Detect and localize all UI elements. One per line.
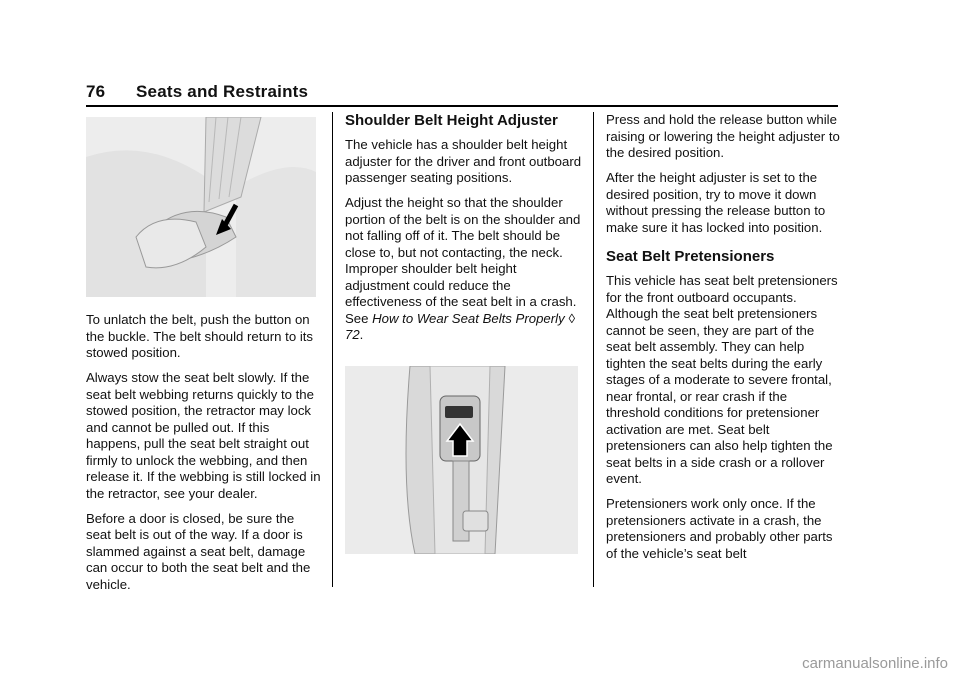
unlatch-paragraph: To unlatch the belt, push the button on the buckle. The belt should return to its stowed position. xyxy=(86,312,314,360)
column-divider-1 xyxy=(332,112,333,587)
page-number: 76 xyxy=(86,82,106,101)
pretensioners-paragraph: This vehicle has seat belt pretensioners for the front outboard occupants. Although the seat belt pretensioners cannot be seen, they are part of the seat belt assembly. They can help tighten the seat belts during the early stages of a moderate to severe frontal, near frontal, or rear crash if the threshold conditions for pretensioner activation are met. Seat belt pretensioners can also help tighten the seat belts in a side crash or a rollover event. xyxy=(606,273,838,486)
header-rule xyxy=(86,105,838,107)
buckle-release-illustration xyxy=(86,117,316,297)
cross-reference-page: 72 xyxy=(345,327,360,342)
adjust-height-text: Adjust the height so that the shoulder portion of the belt is on the shoulder and not falling off of it. The belt should be close to, but not contacting, the neck. Improper shoulder belt height adjustment could reduce the effectiveness of the seat belt in a crash. See xyxy=(345,195,581,326)
cross-reference-title: How to Wear Seat Belts Properly xyxy=(372,310,565,326)
pretensioners-heading: Seat Belt Pretensioners xyxy=(606,248,775,265)
release-button-paragraph: Press and hold the release button while raising or lowering the height adjuster to the desired position. xyxy=(606,112,840,160)
height-adjuster-heading: Shoulder Belt Height Adjuster xyxy=(345,112,558,129)
section-title: Seats and Restraints xyxy=(136,82,309,101)
adjuster-intro-paragraph: The vehicle has a shoulder belt height adjuster for the driver and front outboard passenger seating positions. xyxy=(345,137,582,185)
lock-check-paragraph: After the height adjuster is set to the desired position, try to move it down without pressing the release button to make sure it has locked into position. xyxy=(606,170,826,235)
door-paragraph: Before a door is closed, be sure the seat belt is out of the way. If a door is slammed against a seat belt, damage can occur to both the seat belt and the vehicle. xyxy=(86,510,311,592)
adjust-height-paragraph xyxy=(345,195,583,344)
page-ref-symbol: ◊ xyxy=(568,310,575,326)
column-2 xyxy=(345,112,583,554)
cross-reference-link[interactable] xyxy=(345,311,575,343)
sentence-end: . xyxy=(359,327,364,342)
page-header xyxy=(86,82,838,102)
column-3 xyxy=(606,112,841,571)
stow-paragraph: Always stow the seat belt slowly. If the seat belt webbing returns quickly to the stowed position, the retractor may lock and cannot be pulled out. If this happens, pull the seat belt straight out firmly to unlock the webbing, and then release it. If the webbing is still locked in the retractor, see your dealer. xyxy=(86,370,321,501)
pretensioners-once-paragraph: Pretensioners work only once. If the pretensioners activate in a crash, the pretensioners and probably other parts of the vehicle’s seat belt xyxy=(606,496,833,561)
column-divider-2 xyxy=(593,112,594,587)
column-1 xyxy=(86,117,322,602)
height-adjuster-illustration xyxy=(345,366,578,554)
watermark: carmanualsonline.info xyxy=(802,655,948,672)
